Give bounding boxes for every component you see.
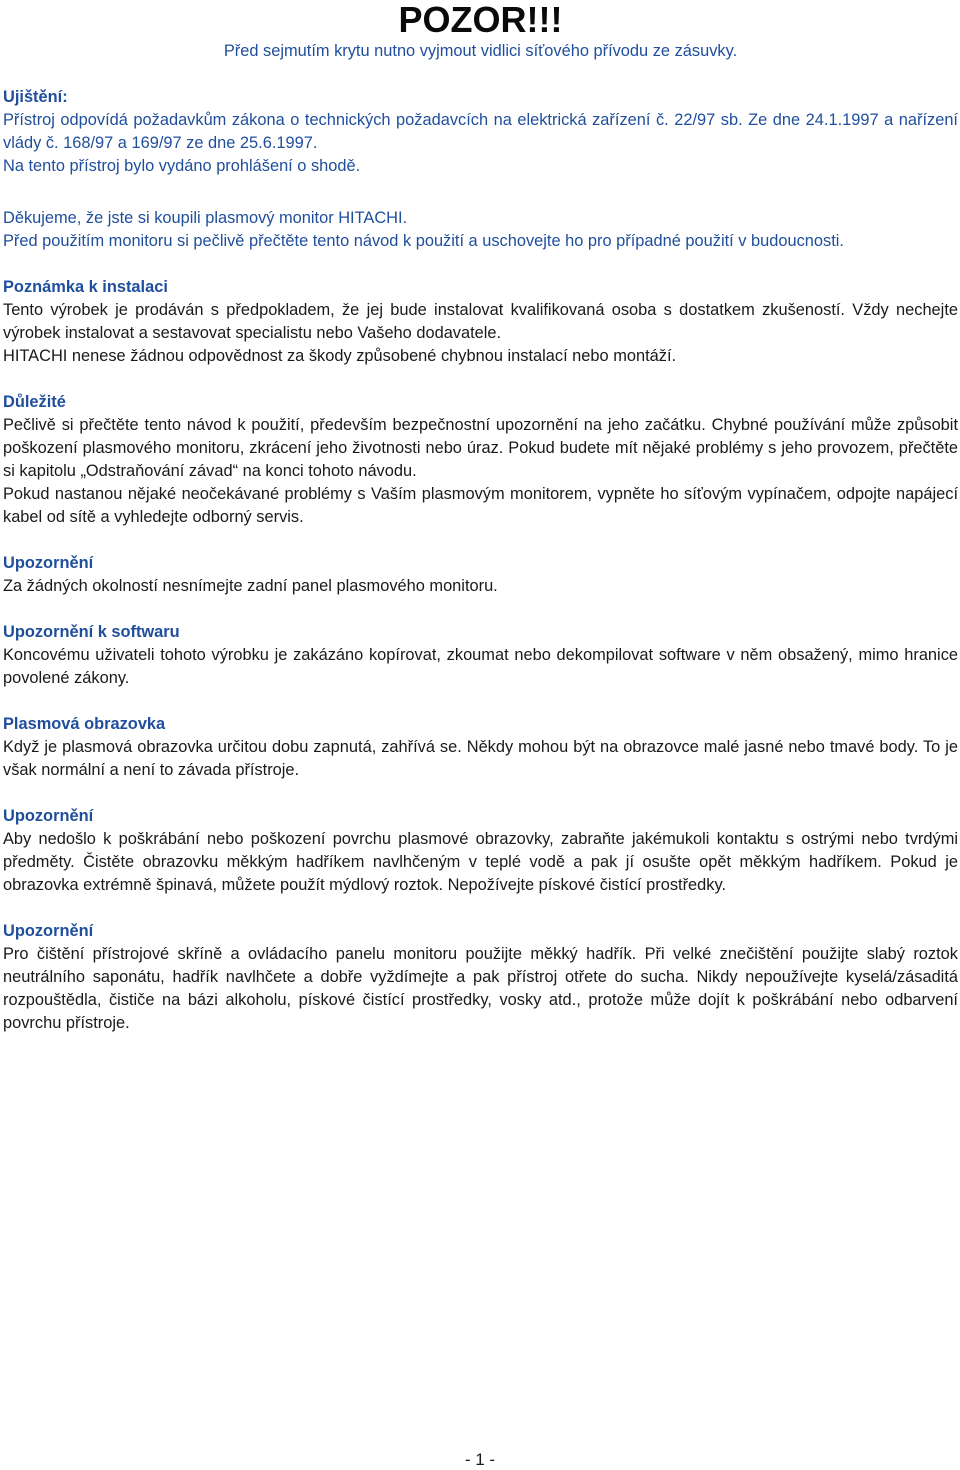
warning-text: Před sejmutím krytu nutno vyjmout vidlici síťového přívodu ze zásuvky. <box>223 42 738 60</box>
notice-heading-2: Upozornění <box>3 807 94 825</box>
software-text: Koncovému uživateli tohoto výrobku je zakázáno kopírovat, zkoumat nebo dekompilovat software v něm obsažený, mimo hranice povolené zákony. <box>3 646 958 687</box>
install-text-2: HITACHI nenese žádnou odpovědnost za škody způsobené chybnou instalací nebo montáží. <box>3 347 677 365</box>
important-heading: Důležité <box>3 393 66 411</box>
declaration-text: Přístroj odpovídá požadavkům zákona o technických požadavcích na elektrická zařízení č. 22/97 sb. Ze dne 24.1.1997 a nařízení vlády č. 168/97 a 169/97 ze dne 25.6.1997. <box>3 111 958 152</box>
page-title: POZOR!!! <box>398 0 563 40</box>
software-heading: Upozornění k softwaru <box>3 623 180 641</box>
notice-text-2: Aby nedošlo k poškrábání nebo poškození povrchu plasmové obrazovky, zabraňte jakémukoli kontaktu s ostrými nebo tvrdými předměty. Čistěte obrazovku měkkým hadříkem navlhčeným v teplé vodě a pak jí osušte opět měkkým hadříkem. Pokud je obrazovka extrémně špinavá, můžete použít mýdlový roztok. Nepožívejte pískové čistící prostředky. <box>3 830 958 894</box>
page-number: - 1 - <box>464 1450 496 1469</box>
thanks-line: Děkujeme, že jste si koupili plasmový monitor HITACHI. <box>3 209 408 227</box>
declaration-heading: Ujištění: <box>3 88 68 106</box>
document-body <box>3 0 958 1035</box>
notice-text-1: Za žádných okolností nesnímejte zadní panel plasmového monitoru. <box>3 577 498 595</box>
install-text: Tento výrobek je prodáván s předpokladem, že jej bude instalovat kvalifikovaná osoba s dostatkem zkušeností. Vždy nechejte výrobek instalovat a sestavovat specialistu nebo Vašeho dodavatele. <box>3 301 958 342</box>
notice-text-3: Pro čištění přístrojové skříně a ovládacího panelu monitoru použijte měkký hadřík. Při velké znečištění použijte slabý roztok neutrálního saponátu, hadřík navlhčete a dobře vyždímejte a pak přístroj otřete do sucha. Nikdy nepoužívejte kyselá/zásaditá rozpouštědla, čističe na bázi alkoholu, pískové čistící prostředky, vosky atd., protože může dojít k poškrábání nebo odbarvení povrchu přístroje. <box>3 945 958 1032</box>
install-heading: Poznámka k instalaci <box>3 278 168 296</box>
notice-heading-1: Upozornění <box>3 554 94 572</box>
instructions-line: Před použitím monitoru si pečlivě přečtěte tento návod k použití a uschovejte ho pro případné použití v budoucnosti. <box>3 232 844 250</box>
important-text: Pečlivě si přečtěte tento návod k použití, především bezpečnostní upozornění na jeho začátku. Chybné používání může způsobit poškození plasmového monitoru, zkrácení jeho životnosti nebo úraz. Pokud budete mít nějaké problémy s jeho provozem, přečtěte si kapitolu „Odstraňování závad“ na konci tohoto návodu. <box>3 416 958 480</box>
declaration-text-2: Na tento přístroj bylo vydáno prohlášení o shodě. <box>3 157 361 175</box>
screen-text: Když je plasmová obrazovka určitou dobu zapnutá, zahřívá se. Někdy mohou být na obrazovce malé jasné nebo tmavé body. To je však normální a není to závada přístroje. <box>3 738 958 779</box>
screen-heading: Plasmová obrazovka <box>3 715 166 733</box>
important-text-2: Pokud nastanou nějaké neočekávané problémy s Vaším plasmovým monitorem, vypněte ho síťovým vypínačem, odpojte napájecí kabel od sítě a vyhledejte odborný servis. <box>3 485 958 526</box>
notice-heading-3: Upozornění <box>3 922 94 940</box>
